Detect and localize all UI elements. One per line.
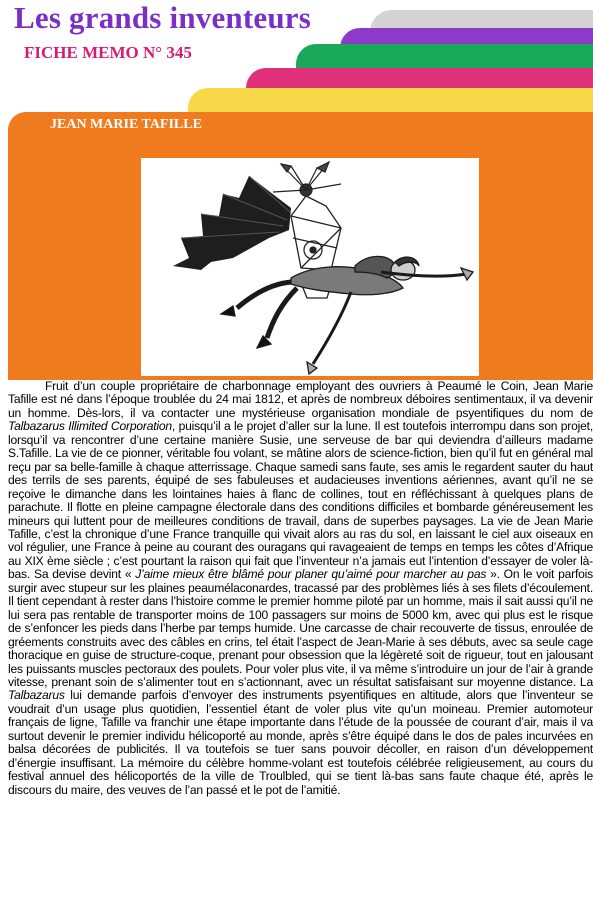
- article-body: [8, 380, 593, 797]
- propeller: [273, 162, 341, 196]
- inventor-name: JEAN MARIE TAFILLE: [50, 117, 202, 132]
- fiche-label: FICHE MEMO N° 345: [24, 43, 192, 62]
- bat-wing: [173, 176, 291, 270]
- org-short-name: Talbazarus: [8, 688, 65, 703]
- illustration-flying-man: [141, 158, 479, 376]
- man-body: [221, 256, 473, 374]
- flying-man-drawing: [141, 158, 479, 376]
- motto: J’aime mieux être blâmé pour planer qu’aimé pour marcher au pas: [135, 567, 487, 582]
- org-name: Talbazarus Illimited Corporation: [8, 419, 172, 434]
- article-text-4: lui demande parfois d’envoyer des instruments psyentifiques en altitude, alors que l’inventeur se voudrait d’un usage plus quotidien, l’essentiel étant de voler plus vite qu’un moineau. Premier automoteur français de ligne, Tafille va franchir une étape importante dans l’étude de la poussée de courant d’air, mais il va surtout devenir le premier individu hélicoporté au monde, après s’être équipé dans le dos de pales incurvées en balsa décorées de publicités. Il va toutefois se tuer sans pouvoir décoller, en raison d’un développement d’énergie insuffisant. La mémoire du célèbre homme-volant est toutefois célébrée religieusement, au cours du festival annuel des hélicoportés de la ville de Troulbled, qui se tient là-bas sans faute chaque été, après le discours du maire, des veuves de l’an passé et le pot de l’amitié.: [8, 688, 593, 797]
- article-text-2: , puisqu’il a le projet d’aller sur la lune. Il est toutefois interrompu dans son projet, lorsqu’il va rencontrer d’une certaine manière Susie, une serveuse de bar qui deviendra d’ailleurs madame S.Tafille. La vie de ce pionner, véritable fou volant, se mâtine alors de science-fiction, bien qu’il fut en général mal reçu par sa belle-famille à chaque atterrissage. Chaque samedi sans faute, ses amis le regardent sauter du haut des terrils de ses parents, équipé de ses fabuleuses et audacieuses inventions aériennes, avant qu’il ne se reçoive le dimanche dans les lointaines haies à flanc de collines, tout en réfléchissant à quelques plans de parachute. Il flotte en pleine campagne électorale dans des conditions difficiles et bombarde généreusement les mineurs qui luttent pour de meilleures conditions de travail, dans de superbes paysages. La vie de Jean Marie Tafille, c’est la chronique d’une France tranquille qui vivait alors au ras du sol, en laissant le ciel aux oiseaux en vol régulier, une France à peine au courant des ouragans qui ravageaient de temps en temps les côtes d’Afrique au XIX ème siècle ; c’est pourtant la raison qui fait que l’inventeur n’a jamais eut l’intention d’essayer de voler là-bas. Sa devise devint «: [8, 419, 593, 582]
- site-title: Les grands inventeurs: [14, 0, 312, 35]
- article-text-3: ». On le voit parfois surgir avec stupeur sur les plaines peaumélaconardes, tracassé par des problèmes liés à ses filets d’écoulement. Il tient cependant à rester dans l’histoire comme le premier homme piloté par un homme, mais il sait aussi qu’il ne lui sera pas rentable de transporter moins de 100 passagers sur moins de 5000 km, avec qui plus est le risque de s’enfoncer les pieds dans l’herbe par temps humide. Une carcasse de chair recouverte de tissus, enroulée de gréements construits avec des câbles en crins, tel était l’aspect de Jean-Marie à ses débuts, avec sa seule cage thoracique en guise de structure-coque, prenant pour obsession que la légèreté soit de rigueur, tout en jalousant les puissants muscles pectoraux des poulets. Pour voler plus vite, il va même s’introduire un jour de l’air à grande vitesse, prenant soin de s’alimenter tout en s’actionnant, avec un résultat satisfaisant sur moyenne distance. La: [8, 567, 593, 689]
- article-text-1: Fruit d’un couple propriétaire de charbonnage employant des ouvriers à Peaumé le Coin, Jean Marie Tafille est né dans l’époque troublée du 24 mai 1812, et après de nombreux déboires sentimentaux, il va devenir un homme. Dès-lors, il va contacter une mystérieuse organisation mondiale de psyentifiques du nom de: [8, 379, 593, 420]
